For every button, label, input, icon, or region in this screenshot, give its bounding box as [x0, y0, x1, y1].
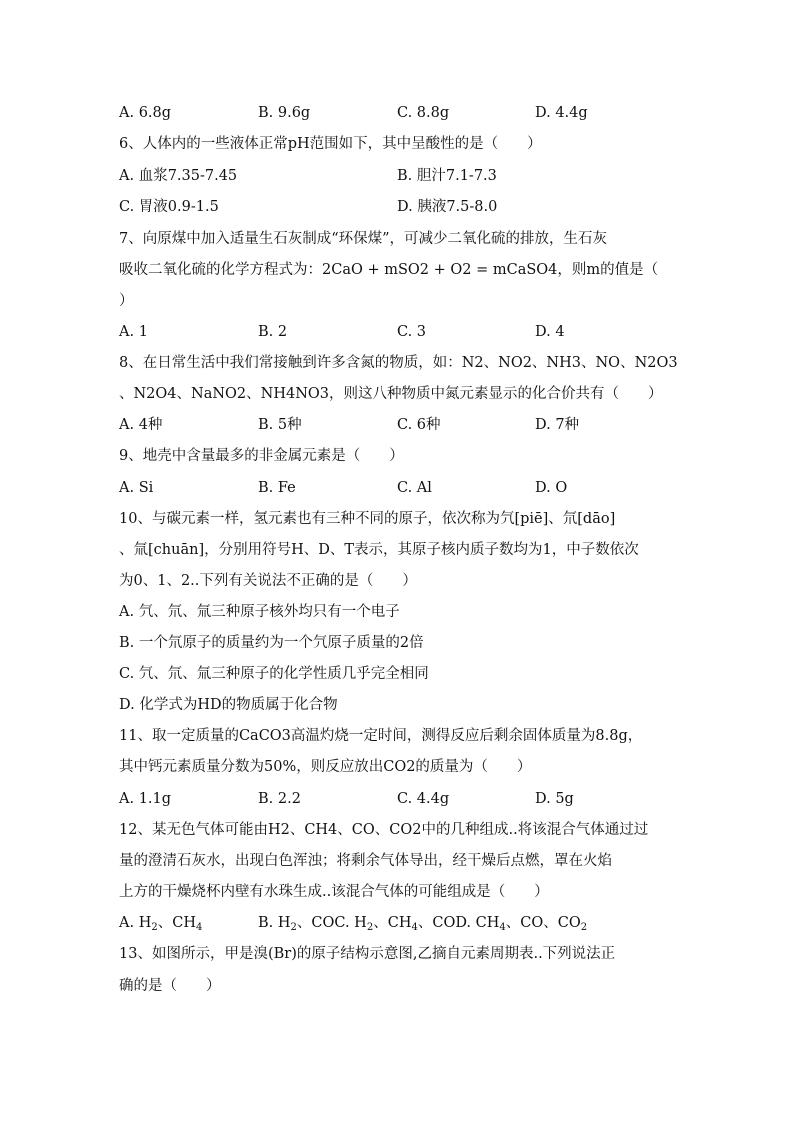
q12-b-sub5: 2 — [580, 922, 588, 933]
q12-b-pre: B. H — [258, 915, 291, 931]
q10-option-b: B. 一个氘原子的质量约为一个氕原子质量的2倍 — [119, 635, 424, 651]
q7-option-c: C. 3 — [397, 324, 427, 340]
q7-option-d: D. 4 — [535, 324, 565, 340]
q11-stem-line1: 11、取一定质量的CaCO3高温灼烧一定时间，测得反应后剩余固体质量为8.8g， — [119, 728, 643, 744]
q9-option-d: D. O — [535, 480, 568, 496]
q7-stem-line1: 7、向原煤中加入适量生石灰制成“环保煤”，可减少二氧化硫的排放，生石灰 — [119, 231, 608, 247]
q5-option-b: B. 9.6g — [258, 105, 311, 121]
q9-option-b: B. Fe — [258, 480, 296, 496]
q6-option-a: A. 血浆7.35-7.45 — [119, 168, 238, 184]
q12-stem-line3: 上方的干燥烧杯内壁有水珠生成..该混合气体的可能组成是（ ） — [119, 884, 549, 900]
q10-option-a: A. 氕、氘、氚三种原子核外均只有一个电子 — [119, 604, 400, 620]
q12-a-pre: A. H — [119, 915, 152, 931]
q10-stem-line1: 10、与碳元素一样，氢元素也有三种不同的原子，依次称为氕[piē]、氘[dāo] — [119, 511, 616, 527]
q12-b-mid3: 、COD. CH — [417, 915, 500, 931]
q12-b-sub2: 2 — [366, 922, 374, 933]
q8-option-a: A. 4种 — [119, 417, 163, 433]
q11-option-a: A. 1.1g — [119, 791, 172, 807]
q12-option-a — [119, 914, 202, 932]
q12-stem-line2: 量的澄清石灰水，出现白色浑浊；将剩余气体导出，经干燥后点燃，罩在火焰 — [119, 853, 612, 869]
q12-b-sub1: 2 — [290, 922, 297, 933]
q7-stem-line2: 吸收二氧化硫的化学方程式为：2CaO + mSO2 + O2 = mCaSO4，则m的值是（ — [119, 262, 659, 278]
q6-option-d: D. 胰液7.5-8.0 — [397, 199, 498, 215]
q8-stem-line2: 、N2O4、NaNO2、NH4NO3，则这八种物质中氮元素显示的化合价共有（ ） — [119, 386, 663, 402]
q9-option-a: A. Si — [119, 480, 154, 496]
q13-stem-line1: 13、如图所示，甲是溴(Br)的原子结构示意图,乙摘自元素周期表..下列说法正 — [119, 946, 616, 962]
q12-b-sub4: 4 — [499, 922, 506, 933]
q9-option-c: C. Al — [397, 480, 432, 496]
q10-option-d: D. 化学式为HD的物质属于化合物 — [119, 697, 338, 713]
q5-option-a: A. 6.8g — [119, 105, 172, 121]
q7-option-a: A. 1 — [119, 324, 148, 340]
q5-option-c: C. 8.8g — [397, 105, 450, 121]
q12-b-mid2: 、CH — [373, 915, 412, 931]
q11-option-d: D. 5g — [535, 791, 574, 807]
q12-a-mid: 、CH — [157, 915, 196, 931]
q13-stem-line2: 确的是（ ） — [119, 978, 221, 994]
q11-stem-line2: 其中钙元素质量分数为50%，则反应放出CO2的质量为（ ） — [119, 759, 532, 775]
q12-b-sub3: 4 — [411, 922, 418, 933]
q6-stem: 6、人体内的一些液体正常pH范围如下，其中呈酸性的是（ ） — [119, 136, 542, 152]
q12-b-mid: 、COC. H — [296, 915, 367, 931]
q8-option-c: C. 6种 — [397, 417, 441, 433]
q8-stem-line1: 8、在日常生活中我们常接触到许多含氮的物质，如：N2、NO2、NH3、NO、N2O3 — [119, 355, 678, 371]
q12-a-sub1: 2 — [151, 922, 158, 933]
q12-option-bcd — [258, 914, 587, 932]
q8-option-b: B. 5种 — [258, 417, 302, 433]
q7-option-b: B. 2 — [258, 324, 288, 340]
q12-stem-line1: 12、某无色气体可能由H2、CH4、CO、CO2中的几种组成..将该混合气体通过过 — [119, 822, 649, 838]
q5-option-d: D. 4.4g — [535, 105, 588, 121]
q10-option-c: C. 氕、氘、氚三种原子的化学性质几乎完全相同 — [119, 666, 429, 682]
q6-option-c: C. 胃液0.9-1.5 — [119, 199, 219, 215]
q6-option-b: B. 胆汁7.1-7.3 — [397, 168, 497, 184]
q11-option-c: C. 4.4g — [397, 791, 450, 807]
q11-option-b: B. 2.2 — [258, 791, 301, 807]
q9-stem: 9、地壳中含量最多的非金属元素是（ ） — [119, 448, 404, 464]
q7-stem-line3: ） — [119, 293, 134, 309]
q10-stem-line3: 为0、1、2..下列有关说法不正确的是（ ） — [119, 573, 417, 589]
q10-stem-line2: 、氚[chuān]，分别用符号H、D、T表示，其原子核内质子数均为1，中子数依次 — [119, 542, 639, 558]
q12-b-mid4: 、CO、CO — [505, 915, 581, 931]
q12-a-sub2: 4 — [195, 922, 203, 933]
q8-option-d: D. 7种 — [535, 417, 580, 433]
